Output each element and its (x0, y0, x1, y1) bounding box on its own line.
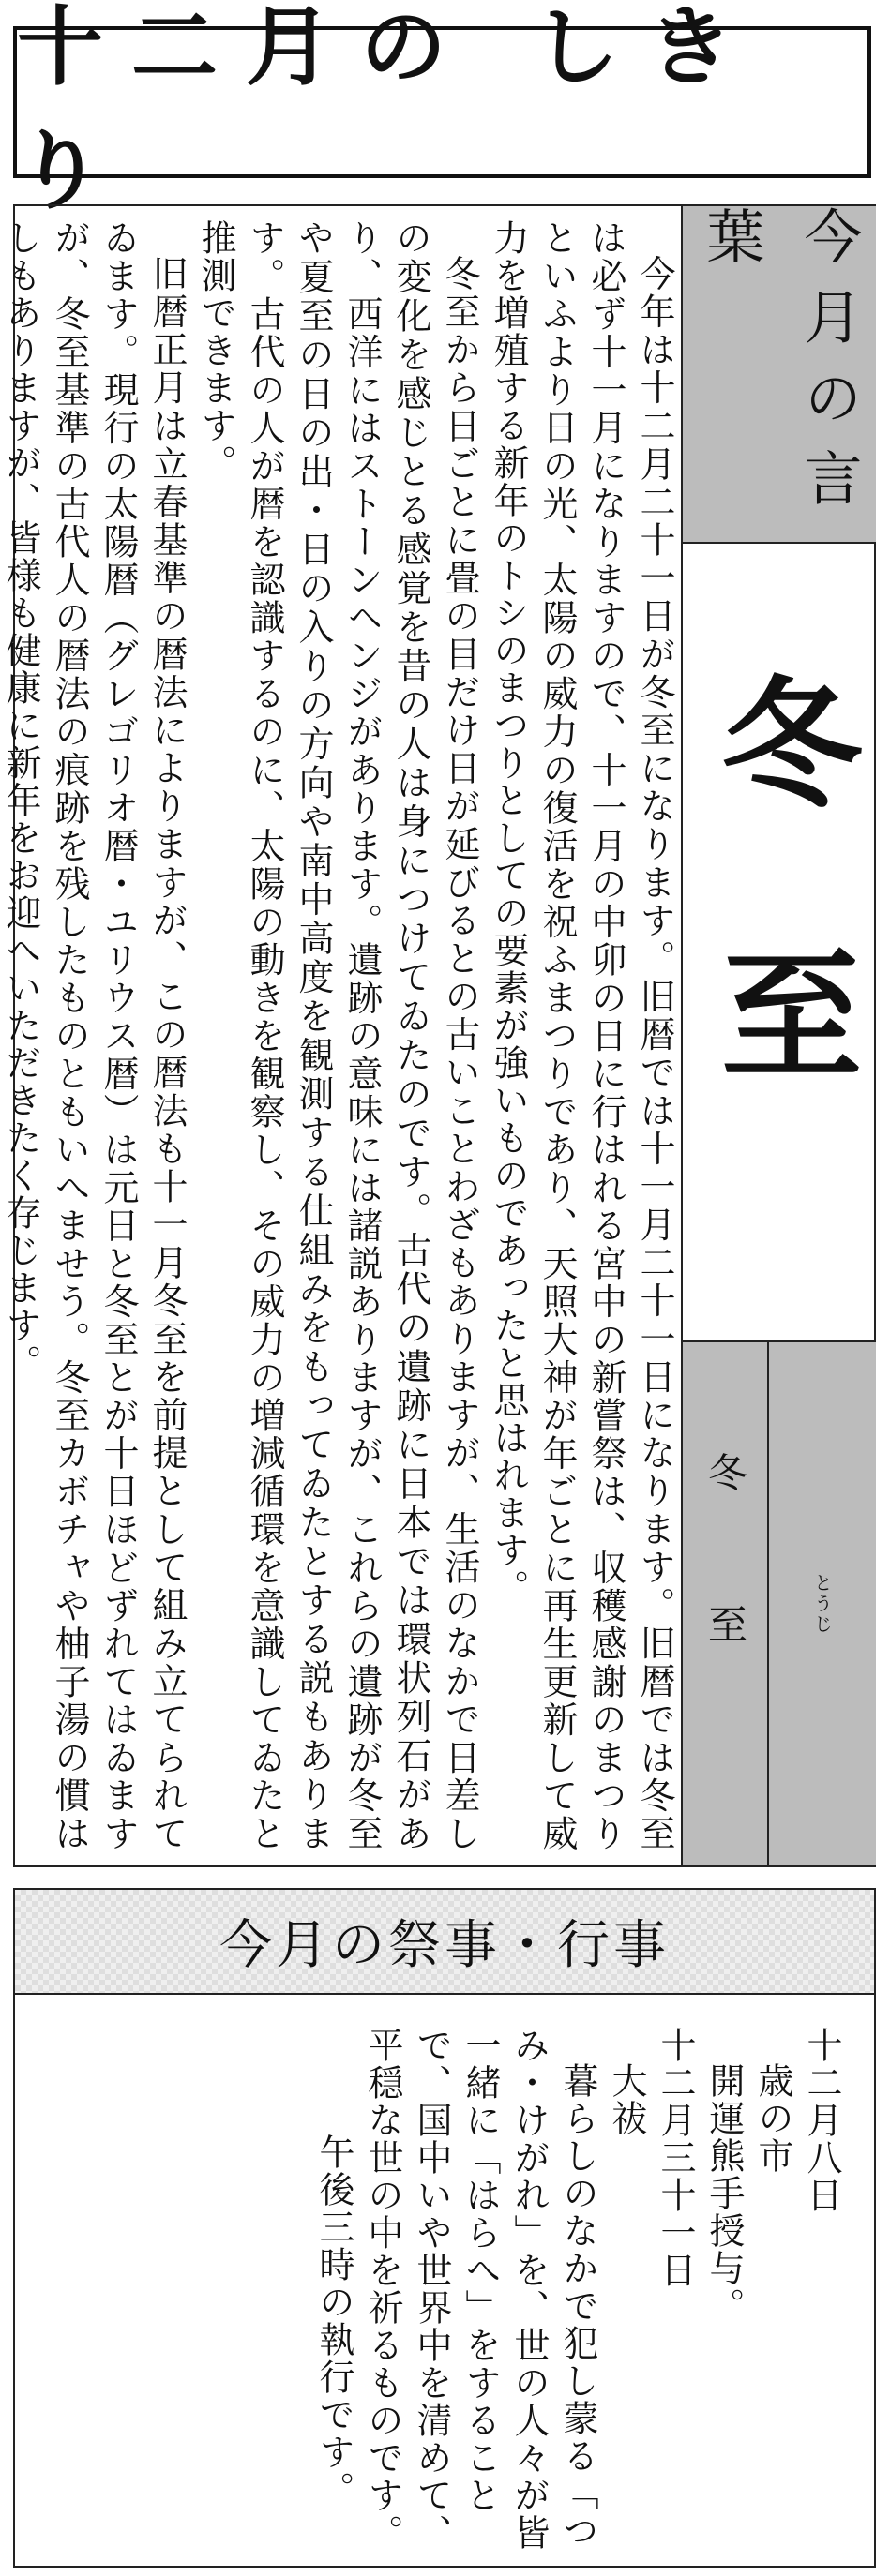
events-list (261, 2027, 846, 2552)
sidebar-word-small-cell (683, 1342, 769, 1865)
article-body (0, 219, 679, 1853)
event-date: 十二月八日 (801, 2027, 842, 2214)
sidebar-reading-cell (769, 1342, 876, 1865)
event-time: 午後三時の執行です。 (313, 2134, 354, 2509)
event-line: 歳の市 (752, 2062, 793, 2175)
event-item-1 (700, 2027, 846, 2552)
sidebar-heading-box (683, 206, 876, 544)
event-item-2 (309, 2027, 700, 2552)
sidebar-heading: 今月の言葉 (697, 206, 863, 529)
event-description: 暮らしのなかで犯し蒙る「つみ・けがれ」を、世の人々が皆一緒に「はらへ」をすることで、国中いや世界中を清めて、平穏な世の中を祈るものです。 (362, 2027, 598, 2552)
sidebar-reading: とうじ (810, 1573, 834, 1635)
event-name: 大祓 (606, 2062, 647, 2137)
page-title: 十二月の しきり (17, 0, 762, 221)
event-date: 十二月三十一日 (655, 2027, 696, 2289)
article-paragraph-1: 今年は十二月二十一日が冬至になります。旧暦では十一月二十一日になります。旧暦では冬至は必ず十一月になりますので、十一月の中卯の日に行はれる宮中の新嘗祭は、収穫感謝のまつりといふより日の光、太陽の威力の復活を祝ふまつりであり、天照大神が年ごとに再生更新して威力を増殖する新年のトシのまつりとしての要素が強いものであったと思はれます。 (488, 219, 675, 1852)
monthly-word-panel (0, 204, 876, 1867)
event-line: 開運熊手授与。 (703, 2062, 745, 2325)
events-header (15, 1890, 874, 1995)
sidebar-reading-box (683, 1340, 876, 1865)
sidebar-word-small: 冬至 (702, 1452, 748, 1756)
events-heading: 今月の祭事・行事 (219, 1915, 670, 1976)
sidebar-word: 冬至 (697, 670, 862, 1214)
article-paragraph-3: 旧暦正月は立春基準の暦法によりますが、この暦法も十一月冬至を前提として組み立てられてゐます。現行の太陽暦（グレゴリオ暦・ユリウス暦）は元日と冬至とが十日ほどずれてはゐますが、冬至基準の古代人の暦法の痕跡を残したものともいへませう。冬至カボチャや柚子湯の慣はしもありますが、皆様も健康に新年をお迎へいただきたく存じます。 (0, 219, 188, 1852)
word-sidebar (681, 206, 876, 1865)
sidebar-word-box (683, 544, 876, 1340)
page-title-box (13, 0, 871, 221)
article-paragraph-2: 冬至から日ごとに畳の目だけ日が延びるとの古いことわざもありますが、生活のなかで日差しの変化を感じとる感覚を昔の人は身につけてゐたのです。古代の遺跡に日本では環状列石があり、西洋にはストーンヘンジがあります。遺跡の意味には諸説ありますが、これらの遺跡が冬至や夏至の日の出・日の入りの方向や南中高度を観測する仕組みをもってゐたとする説もあります。古代の人が暦を認識するのに、太陽の動きを観察し、その威力の増減循環を意識してゐたと推測できます。 (195, 219, 480, 1853)
events-panel (13, 1888, 876, 2568)
